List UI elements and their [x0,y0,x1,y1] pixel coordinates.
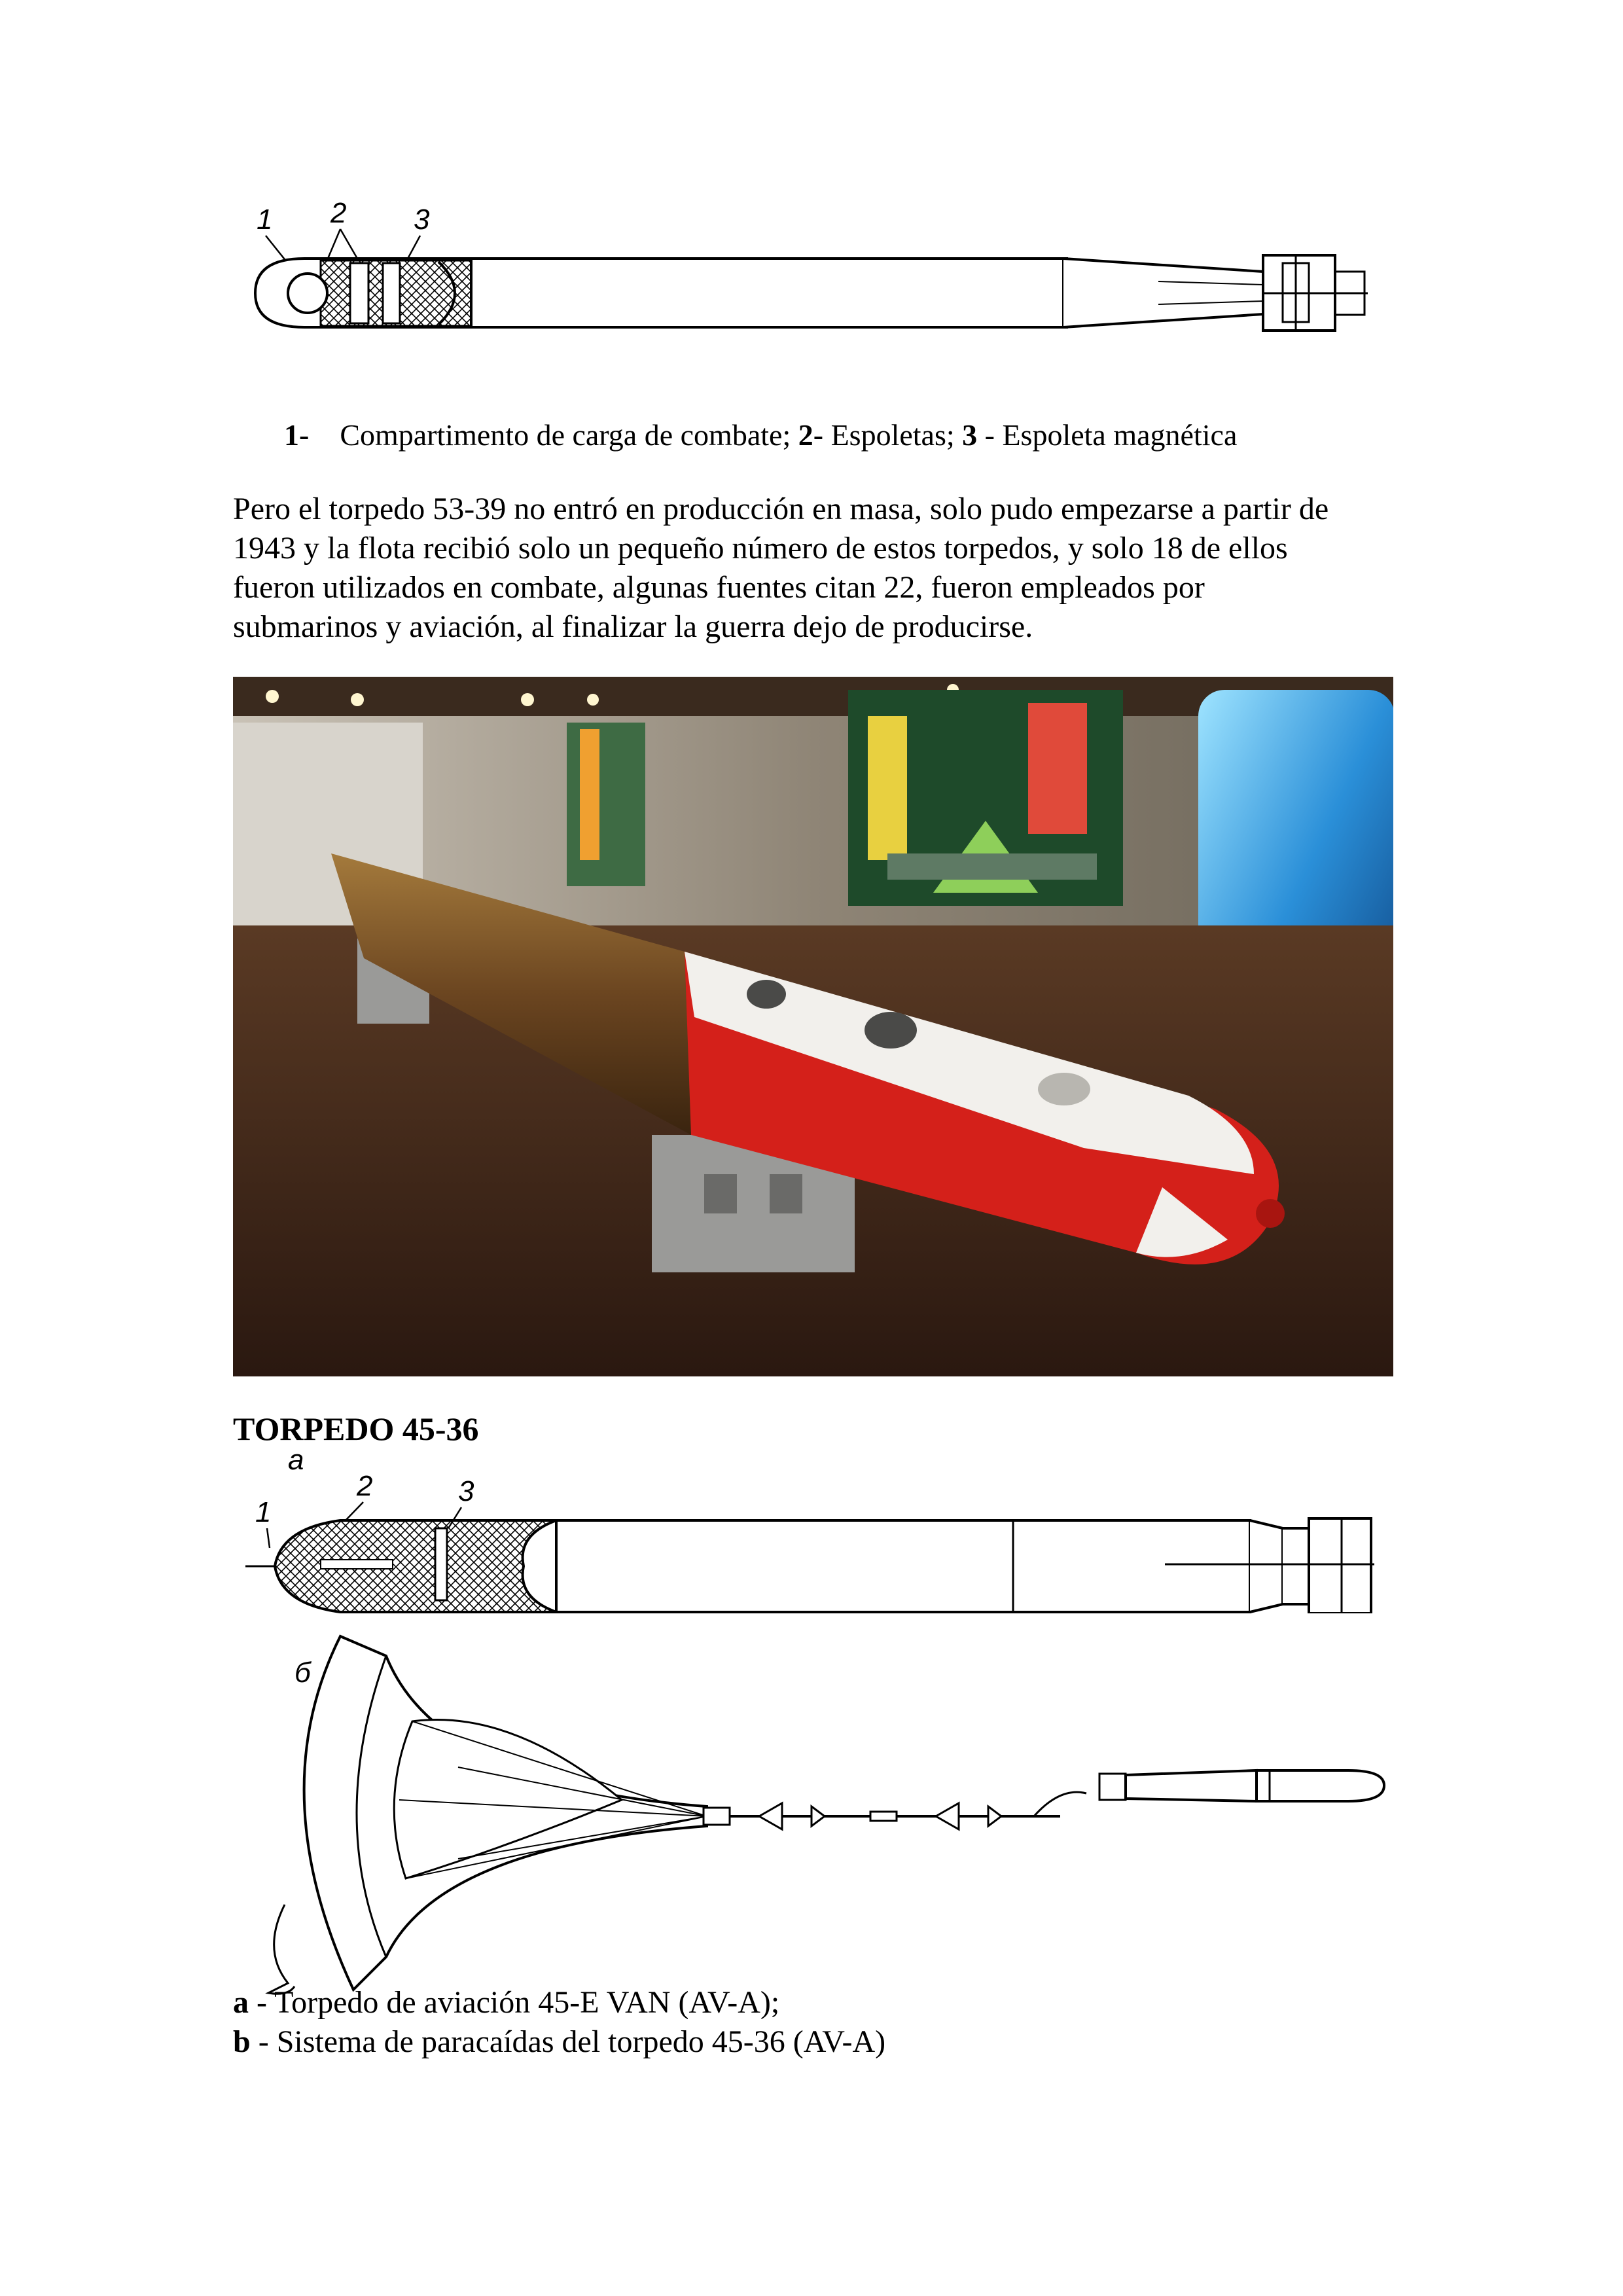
caption-num-1: 1- [284,418,310,452]
parachute-system-diagram [249,1630,1414,1996]
torpedo-45-36-diagram [236,1443,1407,1613]
caption-num-2: 2- [798,418,824,452]
caption-text-1: Compartimento de carga de combate; [340,418,791,452]
label-1: 1 [255,1496,272,1528]
caption-text-2: Espoletas; [830,418,955,452]
label-3: 3 [414,204,430,236]
paragraph-line-4: submarinos y aviación, al finalizar la guerra dejo de producirse. [233,609,1033,644]
caption-text-b: - Sistema de paracaídas del torpedo 45-36 (AV-A) [250,2024,886,2059]
paragraph-line-3: fueron utilizados en combate, algunas fuentes citan 22, fueron empleados por [233,570,1205,605]
figure1-caption [284,416,1237,454]
caption-num-3: 3 [962,418,978,452]
paragraph-line-1: Pero el torpedo 53-39 no entró en producción en masa, solo pudo empezarse a partir de [233,492,1329,526]
label-3: 3 [458,1475,474,1507]
paragraph-line-2: 1943 y la flota recibió solo un pequeño número de estos torpedos, y solo 18 de ellos [233,531,1288,565]
section-title: TORPEDO 45-36 [233,1410,479,1447]
caption-text-a: - Torpedo de aviación 45-E VAN (AV-A); [249,1985,780,2020]
caption-letter-b: b [233,2024,251,2059]
label-2: 2 [330,197,347,229]
museum-torpedo-photo [233,677,1393,1376]
label-1: 1 [257,204,273,236]
figure2-captions [233,1983,885,2062]
body-paragraph [233,490,1329,647]
caption-letter-a: a [233,1985,249,2020]
label-2: 2 [357,1470,373,1502]
torpedo-53-39-diagram [242,190,1407,380]
panel-b-letter: б [294,1657,311,1689]
caption-line-b [233,2022,885,2062]
panel-a-letter: a [288,1444,304,1476]
caption-text-3: - Espoleta magnética [984,418,1238,452]
caption-line-a [233,1983,885,2022]
